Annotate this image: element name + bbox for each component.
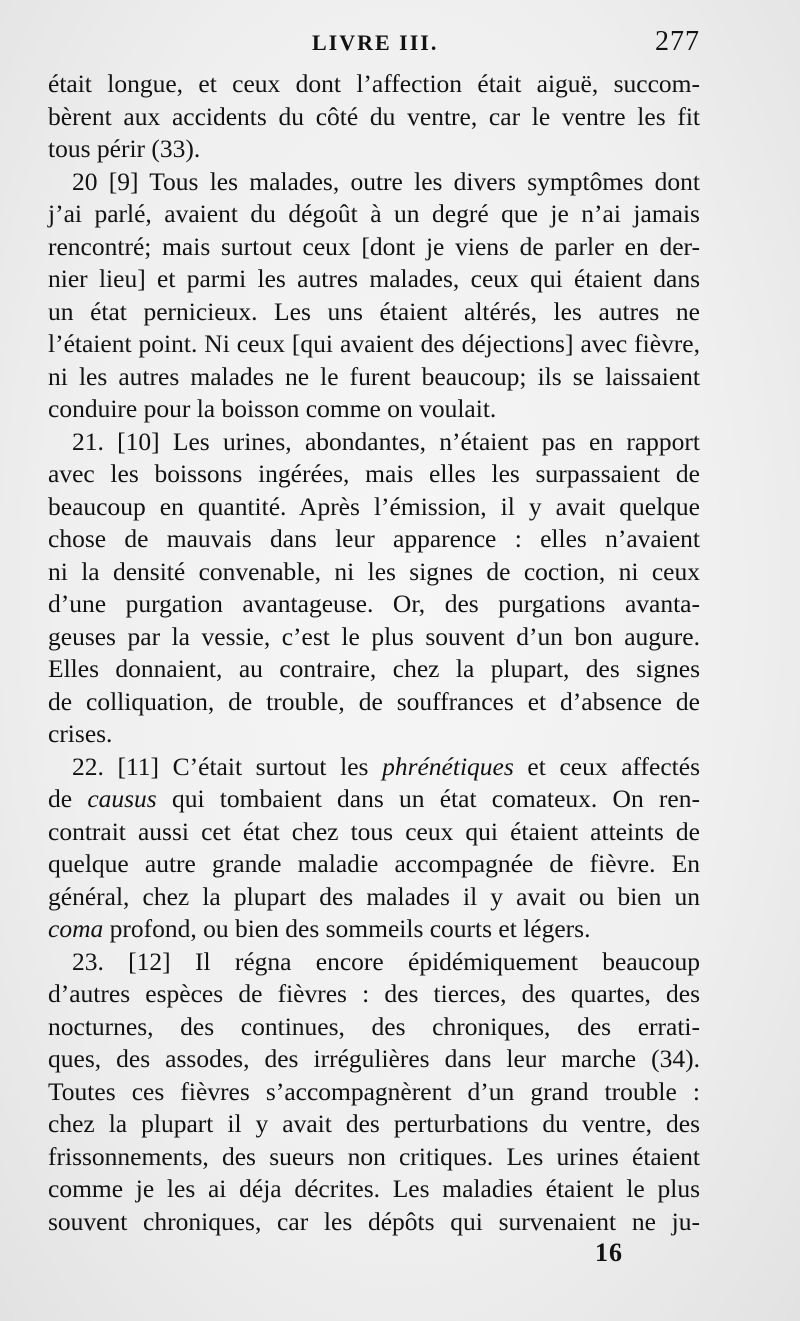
text-line: bèrent aux accidents du côté du ventre, car le ventre les fit: [48, 101, 700, 131]
text-line: ni la densité convenable, ni les signes de coction, ni ceux: [48, 556, 700, 586]
text-line: comme je les ai déja décrites. Les maladies étaient le plus: [48, 1174, 700, 1203]
text-line: contrait aussi cet état chez tous ceux qui étaient atteints de: [48, 816, 700, 846]
text-line: général, chez la plupart des malades il y avait ou bien un: [48, 881, 700, 911]
text-line: quelque autre grande maladie accompagnée de fièvre. En: [48, 849, 700, 878]
text-line: un état pernicieux. Les uns étaient altérés, les autres ne: [48, 296, 700, 326]
text-line: conduire pour la boisson comme on voulait.: [48, 394, 497, 423]
text-line: avec les boissons ingérées, mais elles les surpassaient de: [48, 459, 700, 488]
text-line: 20 [9] Tous les malades, outre les divers symptômes dont: [72, 166, 700, 196]
text-line: était longue, et ceux dont l’affection était aiguë, succom-: [48, 69, 700, 98]
text-line: j’ai parlé, avaient du dégoût à un degré que je n’ai jamais: [48, 199, 700, 228]
text-line: d’autres espèces de fièvres : des tierces, des quartes, des: [48, 979, 700, 1008]
text-line: ques, des assodes, des irrégulières dans leur marche (34).: [48, 1044, 700, 1073]
text-line: frissonnements, des sueurs non critiques. Les urines étaient: [48, 1141, 700, 1171]
text-line: Elles donnaient, au contraire, chez la plupart, des signes: [48, 654, 700, 683]
italic-term: coma: [48, 914, 104, 943]
text-line: nocturnes, des continues, des chroniques, des errati-: [48, 1011, 700, 1041]
text-line: [48, 913, 700, 946]
text-line: beaucoup en quantité. Après l’émission, il y avait quelque: [48, 491, 700, 521]
text-line: [48, 783, 700, 816]
text-line: Toutes ces fièvres s’accompagnèrent d’un grand trouble :: [48, 1076, 700, 1106]
text-line: ni les autres malades ne le furent beaucoup; ils se laissaient: [48, 361, 700, 391]
text-line: 23. [12] Il régna encore épidémiquement beaucoup: [72, 946, 700, 976]
text-line: geuses par la vessie, c’est le plus souvent d’un bon augure.: [48, 621, 700, 651]
text-line: souvent chroniques, car les dépôts qui survenaient ne ju-: [48, 1206, 700, 1236]
text-segment: de: [48, 784, 88, 813]
text-line: rencontré; mais surtout ceux [dont je viens de parler en der-: [48, 231, 700, 261]
text-line: de colliquation, de trouble, de souffrances et d’absence de: [48, 686, 700, 716]
text-line: [48, 751, 700, 784]
text-line: l’étaient point. Ni ceux [qui avaient des déjections] avec fièvre,: [48, 329, 700, 358]
text-segment: et ceux affectés: [513, 751, 700, 781]
text-segment: profond, ou bien des sommeils courts et légers.: [103, 914, 591, 943]
running-head: LIVRE III.: [312, 30, 439, 55]
text-line: crises.: [48, 719, 113, 748]
text-line: tous périr (33).: [48, 134, 201, 163]
page-header: [48, 26, 700, 62]
text-line: chose de mauvais dans leur apparence : elles n’avaient: [48, 524, 700, 553]
page-number: 277: [655, 26, 700, 57]
text-line: nier lieu] et parmi les autres malades, ceux qui étaient dans: [48, 264, 700, 293]
text-line: d’une purgation avantageuse. Or, des purgations avanta-: [48, 589, 700, 618]
italic-term: causus: [87, 784, 157, 813]
signature-mark: 16: [595, 1238, 623, 1267]
text-line: chez la plupart il y avait des perturbations du ventre, des: [48, 1109, 700, 1138]
text-line: 21. [10] Les urines, abondantes, n’étaient pas en rapport: [72, 426, 700, 456]
italic-term: phrénétiques: [382, 751, 514, 781]
body-text: [48, 68, 700, 1238]
text-segment: 22. [11] C’était surtout les: [72, 751, 383, 781]
text-segment: qui tombaient dans un état comateux. On ren-: [156, 784, 700, 813]
